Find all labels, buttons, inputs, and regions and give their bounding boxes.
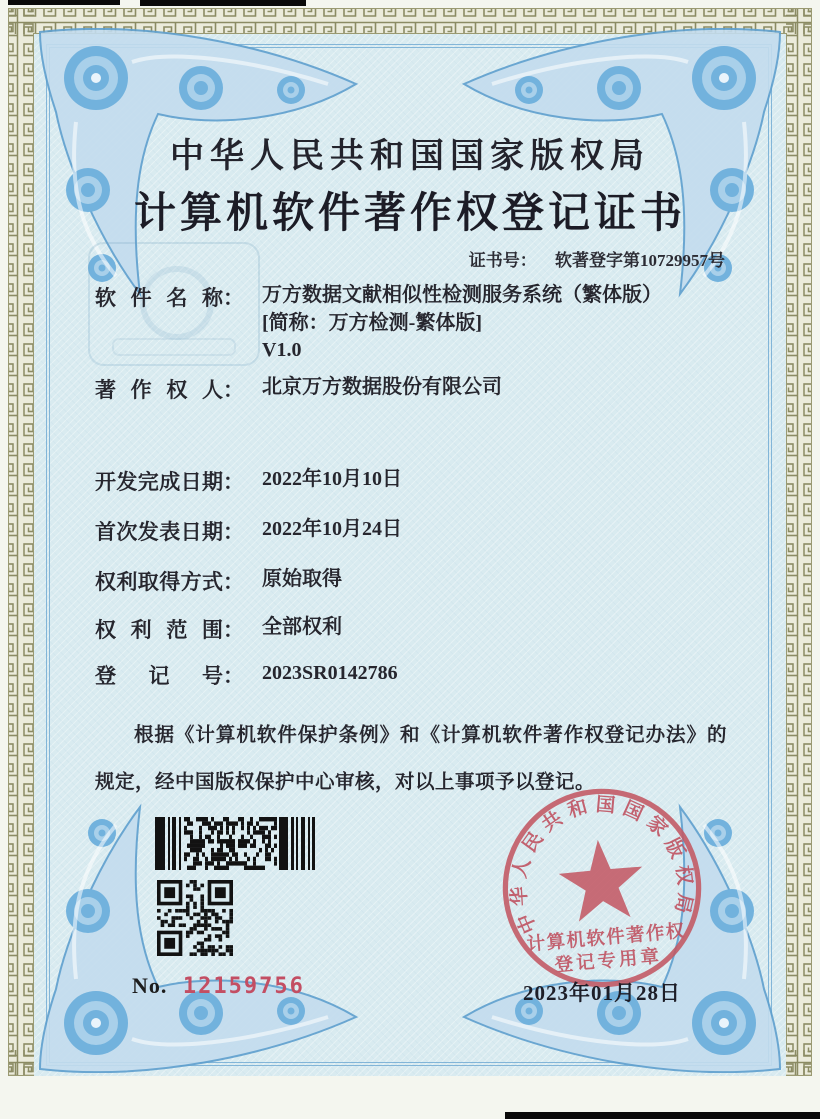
field-colon: ： [223, 570, 244, 594]
field-colon: ： [223, 618, 244, 642]
field-label: 登 记 号 [95, 664, 223, 688]
field-label: 软 件 名 称 [95, 286, 223, 310]
issuing-authority-title: 中华人民共和国国家版权局 [170, 138, 650, 175]
seal-arc-text: 中华人民共和国国家版权局 [508, 794, 696, 937]
field-colon: ： [223, 470, 244, 494]
field-label: 权 利 范 围 [95, 618, 223, 642]
official-red-seal [488, 774, 716, 1002]
certificate-number-line [469, 246, 725, 271]
field-label: 权利取得方式 [95, 570, 223, 594]
seal-title-line1: 计算机软件著作权 [526, 920, 687, 955]
dev-complete-date-value: 2022年10月10日 [262, 468, 402, 490]
serial-number-value: 12159756 [182, 974, 305, 999]
issue-date: 2023年01月28日 [523, 981, 681, 1005]
field-colon: ： [223, 520, 244, 544]
field-first-publish-date [95, 516, 402, 546]
field-label: 著 作 权 人 [95, 378, 223, 402]
first-publish-date-value: 2022年10月24日 [262, 518, 402, 540]
field-label: 首次发表日期 [95, 520, 223, 544]
field-rights-scope [95, 614, 342, 644]
field-rights-acquisition [95, 566, 342, 596]
certificate-number-value: 软著登字第10729957号 [555, 251, 725, 270]
registration-statement: 根据《计算机软件保护条例》和《计算机软件著作权登记办法》的规定，经中国版权保护中心审核，对以上事项予以登记。 [95, 725, 727, 793]
software-name-line3: V1.0 [262, 339, 302, 361]
field-copyright-owner [95, 374, 502, 404]
field-dev-complete-date [95, 466, 402, 496]
copyright-owner-value: 北京万方数据股份有限公司 [262, 376, 502, 398]
registration-no-value: 2023SR0142786 [262, 662, 398, 684]
field-label: 开发完成日期 [95, 470, 223, 494]
field-colon: ： [223, 286, 244, 310]
pdf417-barcode [155, 817, 322, 870]
certificate-number-label: 证书号： [468, 251, 537, 270]
software-name-line2: [简称：万方检测-繁体版] [262, 311, 482, 334]
field-software-name [95, 282, 662, 365]
serial-number-label: No. [132, 973, 168, 998]
certificate-title: 计算机软件著作权登记证书 [133, 191, 686, 237]
seal-star [556, 836, 646, 923]
serial-number-line [132, 973, 305, 999]
rights-scope-value: 全部权利 [262, 616, 342, 638]
field-colon: ： [223, 378, 244, 402]
seal-title-line2: 登记专用章 [553, 945, 663, 976]
software-name-line1: 万方数据文献相似性检测服务系统（繁体版） [262, 284, 662, 306]
field-registration-no [95, 660, 398, 690]
field-colon: ： [223, 664, 244, 688]
rights-acquisition-value: 原始取得 [262, 568, 342, 590]
field-value [262, 282, 662, 365]
qr-code [157, 880, 233, 956]
